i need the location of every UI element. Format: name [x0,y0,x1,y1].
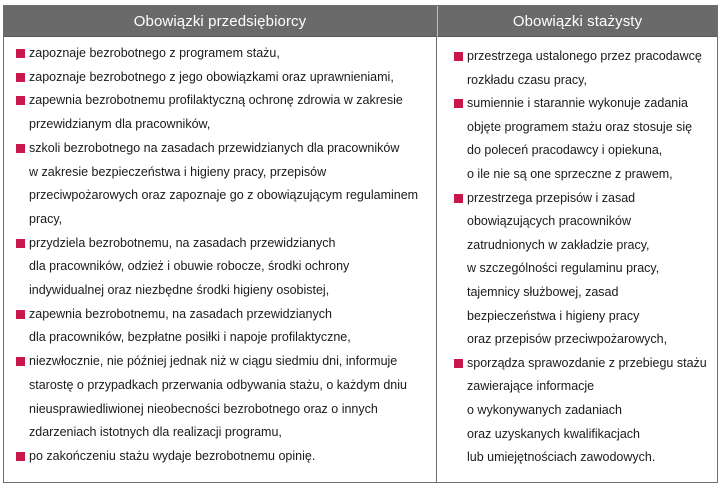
list-item-line: sumiennie i starannie wykonuje zadania [467,96,688,111]
list-item-line: przestrzega ustalonego przez pracodawcę [467,49,702,63]
list-item-line: w zakresie bezpieczeństwa i higieny pracy, przepisów [29,164,327,179]
list-item-line: nieusprawiedliwionej nieobecności bezrobotnego oraz o innych [29,401,378,416]
list-item-line: przewidzianym dla pracowników, [29,117,211,132]
employer-duties-list [4,37,436,469]
list-item-line: przestrzega przepisów i zasad [467,190,636,205]
list-item-line: bezpieczeństwa i higieny pracy [467,308,640,323]
list-item-text [29,66,394,90]
list-item-line: starostę o przypadkach przerwania odbywania stażu, o każdym dniu [29,377,407,392]
list-item-text [29,42,280,66]
list-item [16,350,436,445]
list-item-line: po zakończeniu stażu wydaje bezrobotnemu opinię. [29,448,316,463]
square-bullet-icon [16,144,25,153]
list-item-line: objęte programem stażu oraz stosuje się [467,119,693,134]
square-bullet-icon [16,96,25,105]
list-item [16,303,436,350]
list-item [16,232,436,303]
square-bullet-icon [454,194,463,203]
square-bullet-icon [16,239,25,248]
list-item-line: o wykonywanych zadaniach [467,402,622,417]
square-bullet-icon [454,99,463,108]
square-bullet-icon [454,359,463,368]
list-item-line: niezwłocznie, nie później jednak niż w ciągu siedmiu dni, informuje [29,354,398,369]
square-bullet-icon [16,452,25,461]
list-item [16,445,436,469]
list-item [16,89,436,136]
employer-duties-header: Obowiązki przedsiębiorcy [4,6,436,37]
list-item [454,187,717,352]
square-bullet-icon [16,310,25,319]
list-item-line: tajemnicy służbowej, zasad [467,284,619,299]
list-item-line: oraz uzyskanych kwalifikacjach [467,426,640,441]
list-item-line: obowiązujących pracowników [467,214,631,229]
list-item-line: zapewnia bezrobotnemu profilaktyczną ochronę zdrowia w zakresie [29,93,403,108]
list-item-line: zatrudnionych w zakładzie pracy, [467,237,650,252]
list-item-line: zawierające informacje [467,379,595,394]
list-item-line: zapewnia bezrobotnemu, na zasadach przewidzianych [29,306,332,321]
list-item-line: pracy, [29,211,63,226]
duties-table [3,5,718,483]
list-item-line: zdarzeniach istotnych dla realizacji programu, [29,425,282,440]
list-item-text [467,187,667,352]
list-item-line: zapoznaje bezrobotnego z jego obowiązkami oraz uprawnieniami, [29,69,394,84]
square-bullet-icon [454,52,463,61]
list-item-line: oraz przepisów przeciwpożarowych, [467,332,668,347]
intern-duties-header: Obowiązki stażysty [437,6,717,37]
list-item-line: przeciwpożarowych oraz zapoznaje go z obowiązującym regulaminem [29,188,419,203]
square-bullet-icon [16,357,25,366]
list-item-text [467,45,702,92]
list-item [454,352,717,470]
list-item-line: rozkładu czasu pracy, [467,72,587,87]
list-item-text [29,232,349,303]
list-item [454,45,717,92]
list-item-line: o ile nie są one sprzeczne z prawem, [467,166,673,181]
list-item [16,66,436,90]
employer-duties-column [4,6,437,482]
list-item-text [29,303,351,350]
list-item-text [29,445,315,469]
square-bullet-icon [16,49,25,58]
list-item-line: indywidualnej oraz niezbędne środki higieny osobistej, [29,283,330,298]
list-item-text [467,352,707,470]
list-item [16,42,436,66]
list-item-text [29,137,418,232]
list-item-text [29,89,403,136]
list-item [16,137,436,232]
square-bullet-icon [16,73,25,82]
list-item-line: sporządza sprawozdanie z przebiegu stażu [467,355,707,370]
list-item-line: przydziela bezrobotnemu, na zasadach przewidzianych [29,235,336,250]
list-item-line: szkoli bezrobotnego na zasadach przewidzianych dla pracowników [29,140,400,155]
list-item-line: dla pracowników, odzież i obuwie robocze, środki ochrony [29,259,350,274]
list-item-text [29,350,407,445]
intern-duties-list [437,37,717,470]
list-item-text [467,92,692,186]
list-item-line: lub umiejętnościach zawodowych. [467,450,656,465]
list-item-line: zapoznaje bezrobotnego z programem stażu, [29,46,280,60]
list-item-line: w szczególności regulaminu pracy, [467,261,660,276]
list-item-line: dla pracowników, bezpłatne posiłki i napoje profilaktyczne, [29,330,351,345]
intern-duties-column [437,6,717,482]
list-item [454,92,717,186]
list-item-line: do poleceń pracodawcy i opiekuna, [467,143,663,158]
